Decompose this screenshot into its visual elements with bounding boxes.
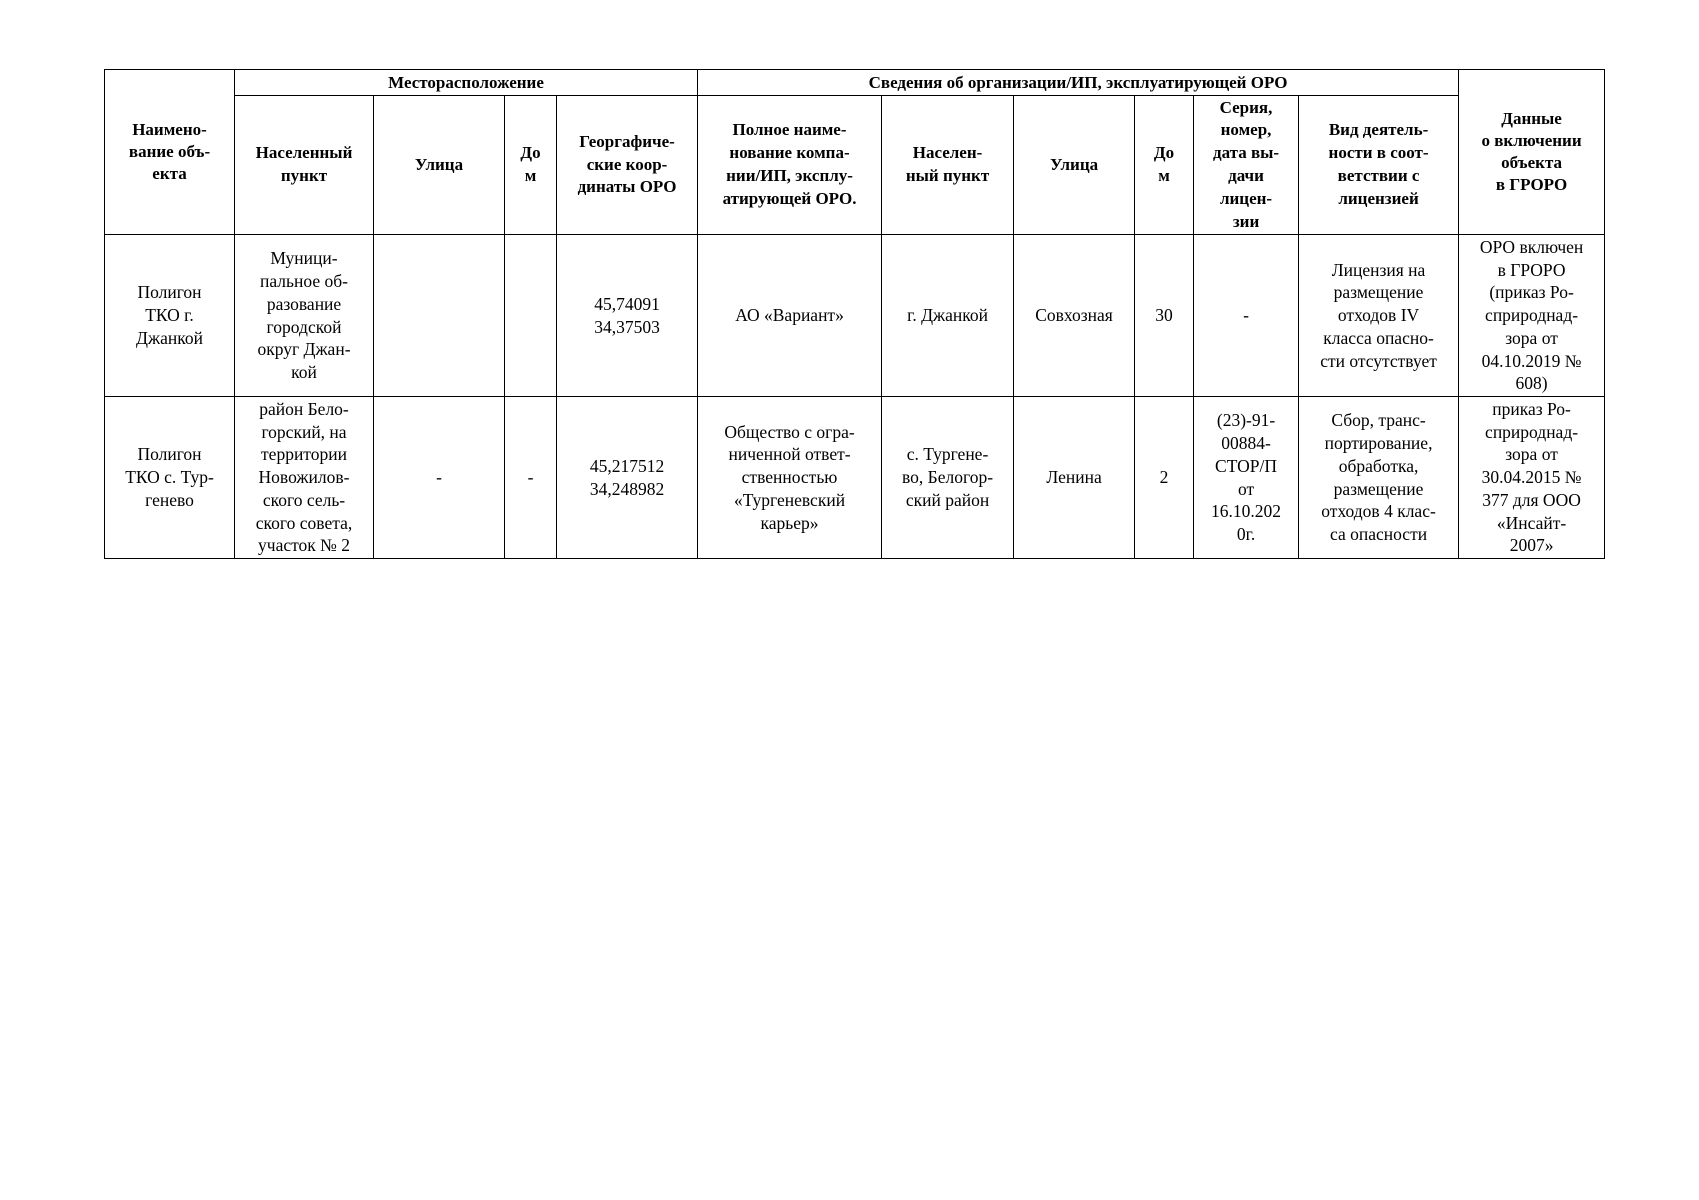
cell-street [374, 235, 505, 397]
header-columns-row [105, 96, 1605, 235]
cell-org-street: Ленина [1014, 397, 1135, 559]
header-org-settlement: Населен- ный пункт [882, 96, 1014, 235]
cell-coords: 45,74091 34,37503 [557, 235, 698, 397]
header-license: Серия, номер, дата вы- дачи лицен- зии [1194, 96, 1299, 235]
cell-license: (23)-91- 00884- СТОР/П от 16.10.202 0г. [1194, 397, 1299, 559]
header-activity: Вид деятель- ности в соот- ветствии с лицензией [1299, 96, 1459, 235]
header-street: Улица [374, 96, 505, 235]
cell-activity: Сбор, транс- портирование, обработка, размещение отходов 4 клас- са опасности [1299, 397, 1459, 559]
cell-settlement: Муници- пальное об- разование городской округ Джан- кой [235, 235, 374, 397]
header-group-row [105, 70, 1605, 96]
cell-org-settlement: с. Тургене- во, Белогор- ский район [882, 397, 1014, 559]
registry-table [104, 69, 1605, 559]
cell-org-full-name: АО «Вариант» [698, 235, 882, 397]
cell-org-house: 2 [1135, 397, 1194, 559]
cell-activity: Лицензия на размещение отходов IV класса опасно- сти отсутствует [1299, 235, 1459, 397]
cell-org-full-name: Общество с огра- ниченной ответ- ственностью «Тургеневский карьер» [698, 397, 882, 559]
cell-object-name: Полигон ТКО с. Тур- генево [105, 397, 235, 559]
header-org-house: До м [1135, 96, 1194, 235]
cell-org-house: 30 [1135, 235, 1194, 397]
header-object-name: Наимено- вание объ- екта [105, 70, 235, 235]
header-location-group: Месторасположение [235, 70, 698, 96]
cell-groro: ОРО включен в ГРОРО (приказ Ро- сприроднад- зора от 04.10.2019 № 608) [1459, 235, 1605, 397]
header-groro: Данные о включении объекта в ГРОРО [1459, 70, 1605, 235]
header-settlement: Населенный пункт [235, 96, 374, 235]
table-row [105, 235, 1605, 397]
header-org-full-name: Полное наиме- нование компа- нии/ИП, эксплу- атирующей ОРО. [698, 96, 882, 235]
cell-org-settlement: г. Джанкой [882, 235, 1014, 397]
cell-object-name: Полигон ТКО г. Джанкой [105, 235, 235, 397]
header-org-group: Сведения об организации/ИП, эксплуатирующей ОРО [698, 70, 1459, 96]
cell-groro: приказ Ро- сприроднад- зора от 30.04.2015 № 377 для ООО «Инсайт- 2007» [1459, 397, 1605, 559]
cell-house: - [505, 397, 557, 559]
cell-settlement: район Бело- горский, на территории Новожилов- ского сель- ского совета, участок № 2 [235, 397, 374, 559]
header-house: До м [505, 96, 557, 235]
cell-license: - [1194, 235, 1299, 397]
cell-street: - [374, 397, 505, 559]
table-row [105, 397, 1605, 559]
cell-house [505, 235, 557, 397]
cell-coords: 45,217512 34,248982 [557, 397, 698, 559]
header-coords: Георгафиче- ские коор- динаты ОРО [557, 96, 698, 235]
header-org-street: Улица [1014, 96, 1135, 235]
cell-org-street: Совхозная [1014, 235, 1135, 397]
